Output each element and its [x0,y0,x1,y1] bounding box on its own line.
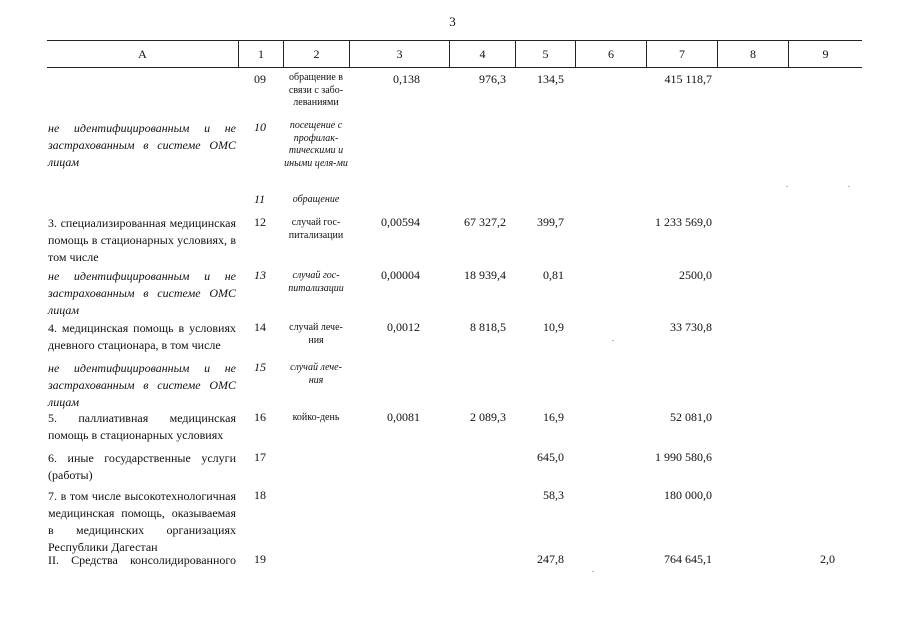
row-label: 5. паллиативная медицинская помощь в стационарных условиях [48,411,236,442]
header-col-2: 2 [283,41,349,67]
row-label: 6. иные государственные услуги (работы) [48,451,236,482]
row-unit: обращение в связи с забо-леваниями [288,72,344,108]
header-col-9: 9 [788,41,862,67]
header-col-8: 8 [717,41,788,67]
row-col-9: 2,0 [820,552,835,566]
header-col-4: 4 [449,41,515,67]
row-col-5: 58,3 [543,488,564,502]
row-col-5: 16,9 [543,410,564,424]
header-col-1: 1 [238,41,283,67]
row-unit: посещение с профилак-тическими и иными целя-ми [284,120,348,169]
row-col-5: 645,0 [537,450,564,464]
row-number: 17 [254,450,266,464]
row-col-7: 1 233 569,0 [655,215,712,229]
scan-speck [592,571,594,572]
row-unit: случай гос-питализации [288,270,344,294]
row-number: 19 [254,552,266,566]
row-label: 4. медицинская помощь в условиях дневного стационара, в том числе [48,321,236,352]
header-col-3: 3 [349,41,449,67]
header-col-5: 5 [515,41,575,67]
row-number: 10 [254,120,266,134]
header-col-6: 6 [575,41,646,67]
row-col-5: 399,7 [537,215,564,229]
row-col-3: 0,00594 [381,215,420,229]
row-number: 12 [254,215,266,229]
row-label: 3. специализированная медицинская помощь в стационарных условиях, в том числе [48,216,236,264]
row-unit: обращение [292,194,340,205]
header-col-a: A [138,47,147,61]
row-col-7: 2500,0 [679,268,712,282]
row-unit: случай лече-ния [289,322,343,346]
row-number: 15 [254,360,266,374]
page-number: 3 [449,14,456,29]
row-col-3: 0,0081 [387,410,420,424]
row-col-3: 0,0012 [387,320,420,334]
row-label: не идентифицированным и не застрахованным в системе ОМС лицам [48,121,236,169]
row-col-7: 33 730,8 [670,320,712,334]
row-unit: случай гос-питализации [288,217,344,241]
row-col-7: 764 645,1 [664,552,712,566]
header-col-7: 7 [646,41,717,67]
row-col-4: 976,3 [479,72,506,86]
row-number: 18 [254,488,266,502]
row-col-7: 180 000,0 [664,488,712,502]
row-col-3: 0,00004 [381,268,420,282]
row-col-4: 2 089,3 [470,410,506,424]
row-label: II. Средства консолидированного [48,553,236,567]
row-col-4: 67 327,2 [464,215,506,229]
row-label: не идентифицированным и не застрахованным в системе ОМС лицам [48,269,236,317]
row-label: 7. в том числе высокотехнологичная медицинская помощь, оказываемая в медицинских организациях Республики Дагестан [48,489,236,554]
row-col-4: 8 818,5 [470,320,506,334]
row-col-4: 18 939,4 [464,268,506,282]
row-col-5: 10,9 [543,320,564,334]
row-col-7: 1 990 580,6 [655,450,712,464]
row-col-3: 0,138 [393,72,420,86]
row-col-7: 52 081,0 [670,410,712,424]
row-unit: койко-день [292,412,340,423]
row-label: не идентифицированным и не застрахованным в системе ОМС лицам [48,361,236,409]
table-header [47,40,862,68]
row-col-5: 247,8 [537,552,564,566]
row-col-5: 0,81 [543,268,564,282]
row-number: 09 [254,72,266,86]
scan-speck [786,186,788,187]
row-col-5: 134,5 [537,72,564,86]
row-number: 11 [254,192,266,206]
row-number: 13 [254,268,266,282]
row-number: 14 [254,320,266,334]
scan-speck [612,340,614,341]
scan-speck [848,186,850,187]
row-unit: случай лече-ния [290,362,342,386]
row-col-7: 415 118,7 [664,72,712,86]
row-number: 16 [254,410,266,424]
